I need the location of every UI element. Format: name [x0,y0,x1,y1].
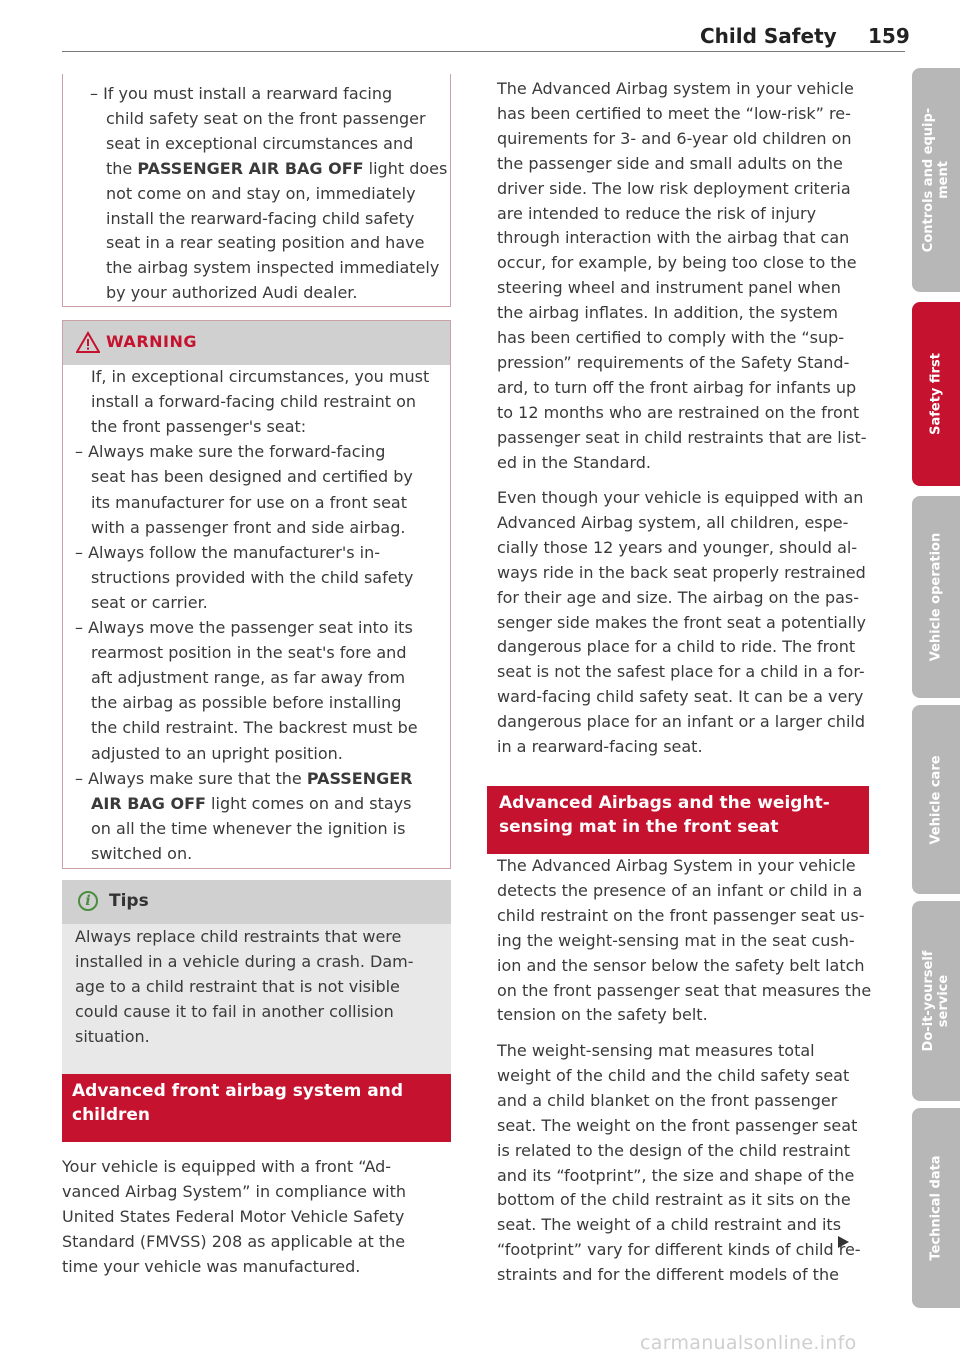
text-line: the PASSENGER AIR BAG OFF light does [106,158,448,178]
text-line: ed in the Standard. [497,452,651,472]
section-heading-line: sensing mat in the front seat [499,817,779,837]
text-line: for their age and size. The airbag on the pas- [497,587,860,607]
text-line: seat is not the safest place for a child in a for- [497,662,865,682]
text-line: seat. The weight of a child restraint and its [497,1215,842,1235]
text-line: ing the weight-sensing mat in the seat cush- [497,930,855,950]
text-line: on all the time whenever the ignition is [91,818,406,838]
text-line: are intended to reduce the risk of injury [497,203,817,223]
text-line: on the front passenger seat that measures the [497,980,872,1000]
text-line: and a child blanket on the front passenger [497,1090,838,1110]
header-rule [62,51,905,52]
text-line: passenger seat in child restraints that are list- [497,427,867,447]
text-line: If, in exceptional circumstances, you must [91,367,430,386]
text-line: detects the presence of an infant or child in a [497,880,863,900]
tab-label: Controls and equip- ment [921,107,951,253]
tab-label: Do-it-yourself service [921,950,951,1052]
info-icon: i [78,891,98,911]
text-line: adjusted to an upright position. [91,743,343,763]
tab-controls-and-equipment[interactable] [912,68,960,292]
text-line: – Always make sure that the PASSENGER [75,768,413,788]
text-line: cially those 12 years and younger, should al- [497,537,858,557]
text-line: vanced Airbag System” in compliance with [62,1182,407,1201]
text-line: ion and the sensor below the safety belt latch [497,955,865,975]
text-line: seat has been designed and certified by [91,467,413,487]
text-line: to 12 months who are restrained on the front [497,402,860,422]
text-line: the airbag system inspected immediately [106,258,440,278]
tips-title: Tips [109,891,149,911]
text-line: ard, to turn off the front airbag for infants up [497,377,857,397]
watermark: carmanualsonline.info [640,1332,857,1354]
section-heading-line: Advanced front airbag system and [72,1081,404,1101]
text-line: pression” requirements of the Safety Stand- [497,352,850,372]
text-line: child restraint on the front passenger seat us- [497,905,865,925]
text-line: situation. [75,1027,150,1046]
text-line: dangerous place for an infant or a larger child [497,712,865,732]
text-line: Even though your vehicle is equipped with an [497,488,864,507]
text-line: occur, for example, by being too close to the [497,253,857,273]
text-line: could cause it to fail in another collision [75,1002,394,1021]
text-line: structions provided with the child safety [91,567,414,587]
text-line: seat or carrier. [91,592,208,612]
text-line: rearmost position in the seat's fore and [91,643,407,663]
tab-vehicle-care[interactable] [912,705,960,894]
text-line: The weight-sensing mat measures total [497,1041,815,1060]
text-line: senger side makes the front seat a potentially [497,612,867,632]
text-line: with a passenger front and side airbag. [91,517,406,537]
text-line: Your vehicle is equipped with a front “Ad- [62,1157,392,1176]
text-line: tension on the safety belt. [497,1005,708,1025]
text-line: ward-facing child safety seat. It can be a very [497,687,864,707]
text-line: seat in a rear seating position and have [106,233,425,253]
text-line: Advanced Airbag system, all children, espe- [497,512,849,532]
text-line: “footprint” vary for different kinds of child re- [497,1240,861,1260]
tab-label: Safety first [928,353,944,435]
text-line: – Always follow the manufacturer's in- [75,542,381,562]
section-heading-weight-sensing-mat [487,786,869,854]
text-line: seat in exceptional circumstances and [106,133,414,153]
text-line: switched on. [91,843,193,863]
warning-title: WARNING [106,332,197,351]
section-heading-line: children [72,1105,151,1125]
text-line: not come on and stay on, immediately [106,183,416,203]
text-line: – If you must install a rearward facing [90,84,393,103]
text-line: and its “footprint”, the size and shape of the [497,1165,855,1185]
tab-label: Technical data [928,1155,944,1261]
text-line: AIR BAG OFF light comes on and stays [91,793,412,813]
text-line: the child restraint. The backrest must be [91,718,418,738]
section-heading-advanced-front-airbag [62,1074,451,1142]
text-line: install a forward-facing child restraint on [91,392,417,412]
text-line: has been certified to comply with the “sup- [497,328,845,347]
page-number: 159 [868,24,910,48]
tab-label: Vehicle operation [928,532,944,662]
warning-header [63,321,450,365]
text-line: through interaction with the airbag that can [497,228,850,248]
text-line: quirements for 3- and 6-year old children on [497,128,852,148]
text-line: The Advanced Airbag system in your vehicle [497,79,854,98]
text-line: ways ride in the back seat properly restrained [497,562,866,582]
text-line: straints and for the different models of the [497,1265,839,1285]
text-line: the airbag inflates. In addition, the system [497,303,838,323]
text-line: weight of the child and the child safety seat [497,1065,850,1085]
text-line: dangerous place for a child to ride. The front [497,637,856,657]
section-heading-line: Advanced Airbags and the weight- [499,793,830,813]
text-line: seat. The weight on the front passenger seat [497,1115,858,1135]
tips-header [62,880,451,924]
text-line: bottom of the child restraint as it sits on the [497,1190,851,1210]
text-line: by your authorized Audi dealer. [106,283,358,303]
text-line: has been certified to meet the “low-risk” re- [497,103,851,123]
text-line: in a rearward-facing seat. [497,737,703,756]
text-line: install the rearward-facing child safety [106,208,415,228]
text-line: child safety seat on the front passenger [106,108,426,128]
text-line: the front passenger's seat: [91,417,307,437]
text-line: steering wheel and instrument panel when [497,278,841,298]
tab-do-it-yourself-service[interactable] [912,901,960,1101]
tab-technical-data[interactable] [912,1108,960,1308]
text-line: installed in a vehicle during a crash. Dam- [75,952,414,971]
text-line: – Always make sure the forward-facing [75,442,386,462]
text-line: The Advanced Airbag System in your vehicle [497,856,856,875]
text-line: – Always move the passenger seat into its [75,618,413,637]
text-line: its manufacturer for use on a front seat [91,492,407,512]
text-line: time your vehicle was manufactured. [62,1257,361,1276]
warning-triangle-icon [76,331,100,353]
tab-safety-first[interactable] [912,302,960,486]
text-line: driver side. The low risk deployment criteria [497,178,851,198]
tab-vehicle-operation[interactable] [912,496,960,698]
text-line: Always replace child restraints that were [75,927,402,946]
text-line: the airbag as possible before installing [91,693,402,713]
tab-label: Vehicle care [928,754,944,845]
text-line: is related to the design of the child restraint [497,1140,851,1160]
running-title: Child Safety [700,24,837,48]
text-line: Standard (FMVSS) 208 as applicable at the [62,1232,406,1251]
text-line: age to a child restraint that is not visible [75,977,400,996]
text-line: aft adjustment range, as far away from [91,668,406,688]
text-line: United States Federal Motor Vehicle Safety [62,1207,405,1226]
text-line: the passenger side and small adults on the [497,153,843,173]
